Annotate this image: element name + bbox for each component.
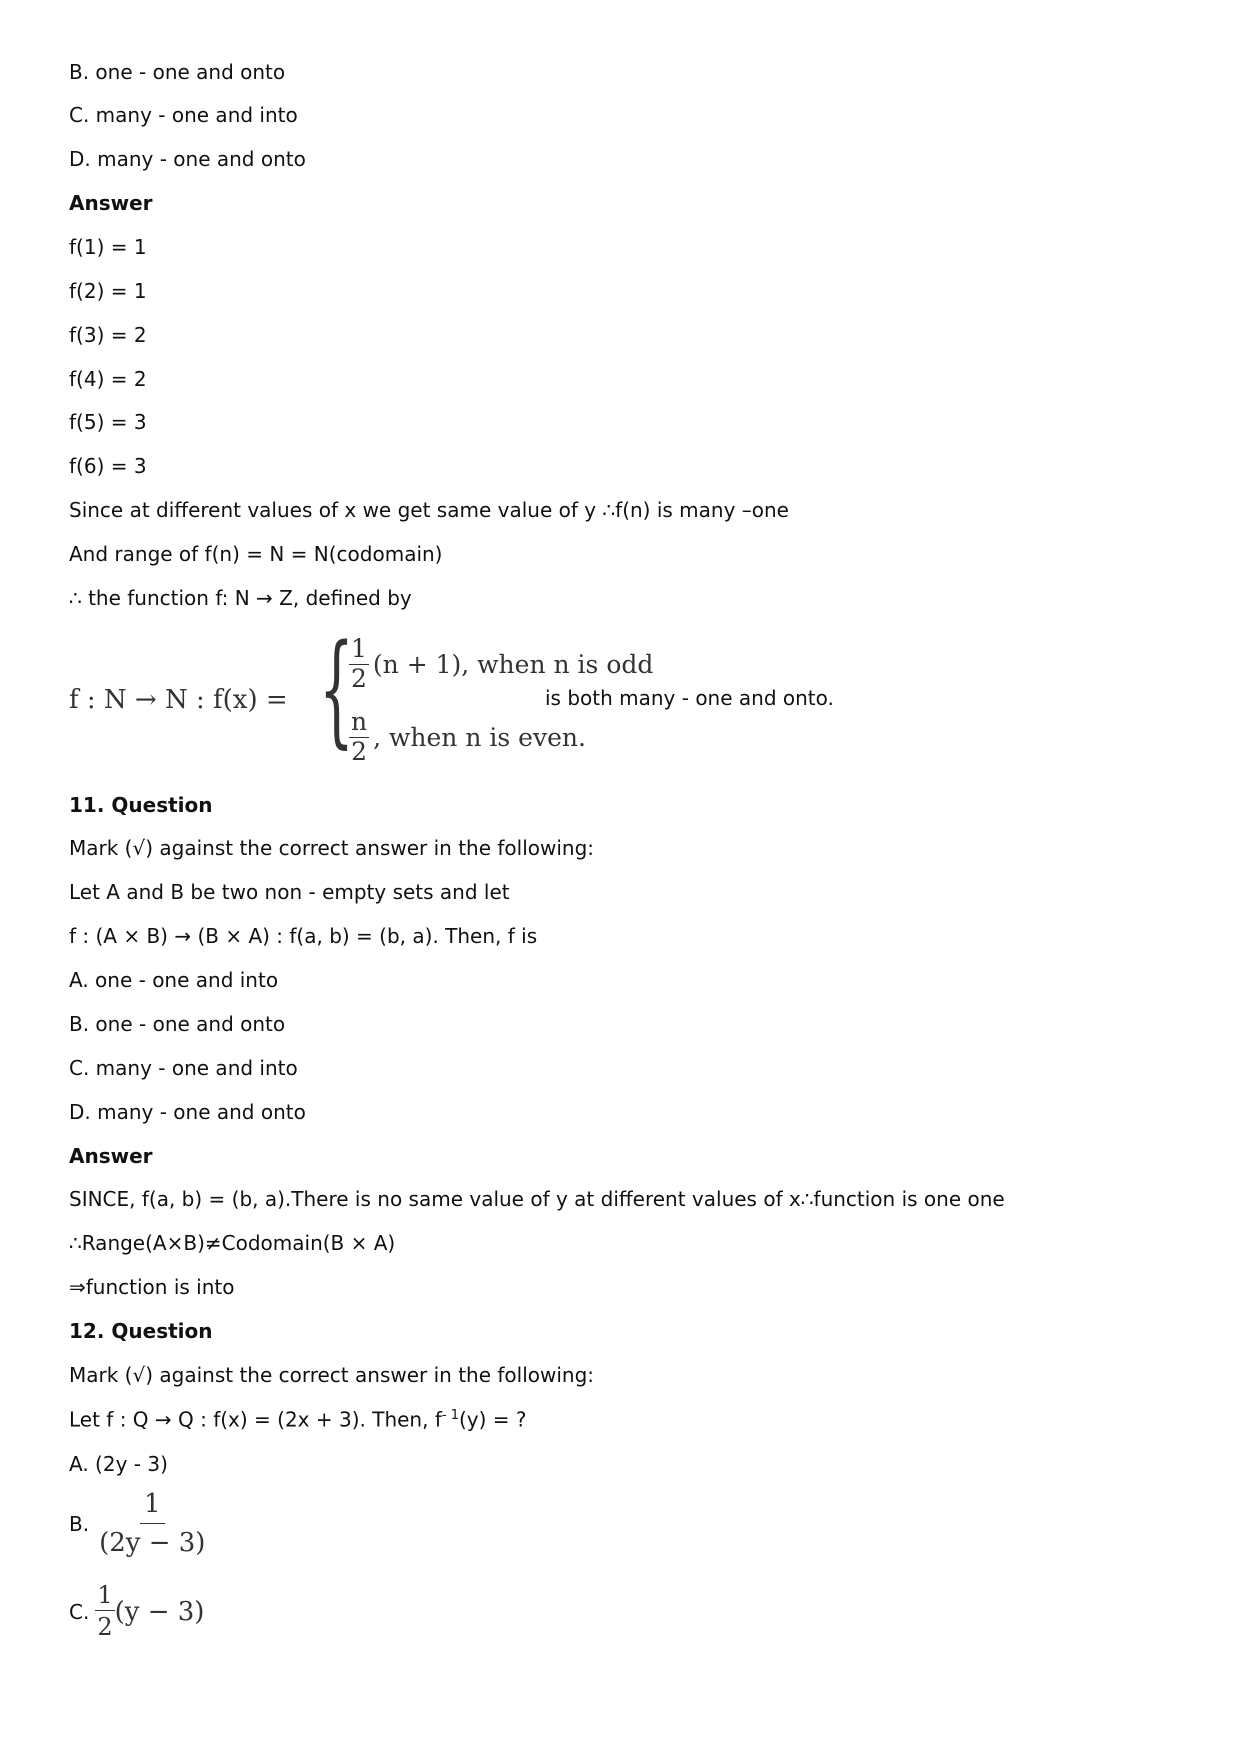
question-instruction: Mark (√) against the correct answer in the following:	[69, 1363, 595, 1387]
question-stem	[69, 1409, 527, 1430]
stem-text: (y) = ?	[458, 1407, 527, 1432]
fraction	[349, 708, 369, 767]
option-d: D. many - one and onto	[69, 147, 306, 171]
answer-line: Since at different values of x we get same value of y ∴f(n) is many –one	[69, 498, 789, 522]
fraction-denominator: (2y − 3)	[99, 1527, 206, 1558]
option-c: C. many - one and into	[69, 1056, 298, 1080]
option-b: B. one - one and onto	[69, 60, 286, 84]
question-instruction: Mark (√) against the correct answer in the following:	[69, 836, 595, 860]
case-text: , when n is even.	[373, 722, 586, 752]
option-label: C.	[69, 1600, 90, 1625]
option-b: B. one - one and onto	[69, 1012, 286, 1036]
fraction-denominator: 2	[351, 663, 367, 693]
fraction-denominator: 2	[97, 1613, 113, 1642]
option-b	[69, 1490, 205, 1559]
option-c: C. many - one and into	[69, 103, 298, 127]
formula-conclusion: is both many - one and onto.	[545, 686, 834, 710]
formula-lhs: f : N → N : f(x) =	[69, 685, 288, 715]
answer-heading: Answer	[69, 1144, 153, 1168]
answer-line: ∴Range(A×B)≠Codomain(B × A)	[69, 1231, 396, 1255]
fraction-numerator: 1	[95, 1582, 114, 1611]
answer-heading: Answer	[69, 191, 153, 215]
formula-case-even	[349, 708, 586, 767]
option-label: B.	[69, 1512, 90, 1537]
answer-line: ⇒function is into	[69, 1275, 235, 1299]
piecewise-formula	[69, 618, 1169, 780]
case-text: (n + 1), when n is odd	[372, 649, 654, 679]
stem-text: Let f : Q → Q : f(x) = (2x + 3). Then, f	[69, 1407, 442, 1432]
option-a: A. one - one and into	[69, 968, 279, 992]
fraction-numerator: 1	[351, 634, 367, 663]
fraction-numerator: n	[351, 707, 368, 736]
formula-case-odd	[349, 635, 653, 694]
fraction	[95, 1582, 114, 1642]
answer-line: f(5) = 3	[69, 410, 147, 434]
brace-icon: {	[319, 618, 354, 760]
question-stem: Let A and B be two non - empty sets and let	[69, 880, 510, 904]
question-heading: 12. Question	[69, 1319, 213, 1343]
answer-line: And range of f(n) = N = N(codomain)	[69, 542, 443, 566]
fraction	[99, 1490, 205, 1559]
fraction-denominator: 2	[351, 736, 367, 766]
option-text: (y − 3)	[114, 1597, 205, 1628]
answer-line: f(4) = 2	[69, 367, 147, 391]
answer-line: SINCE, f(a, b) = (b, a).There is no same value of y at different values of x∴function is one one	[69, 1187, 1005, 1211]
option-a: A. (2y - 3)	[69, 1452, 168, 1476]
option-d: D. many - one and onto	[69, 1100, 306, 1124]
fraction-numerator: 1	[140, 1490, 165, 1524]
answer-line: ∴ the function f: N → Z, defined by	[69, 586, 412, 610]
option-c	[69, 1582, 204, 1642]
answer-line: f(2) = 1	[69, 279, 147, 303]
question-heading: 11. Question	[69, 793, 213, 817]
fraction	[349, 635, 369, 694]
question-stem: f : (A × B) → (B × A) : f(a, b) = (b, a). Then, f is	[69, 924, 538, 948]
answer-line: f(6) = 3	[69, 454, 147, 478]
inverse-superscript: - 1	[441, 1408, 459, 1423]
answer-line: f(3) = 2	[69, 323, 147, 347]
answer-line: f(1) = 1	[69, 235, 147, 259]
